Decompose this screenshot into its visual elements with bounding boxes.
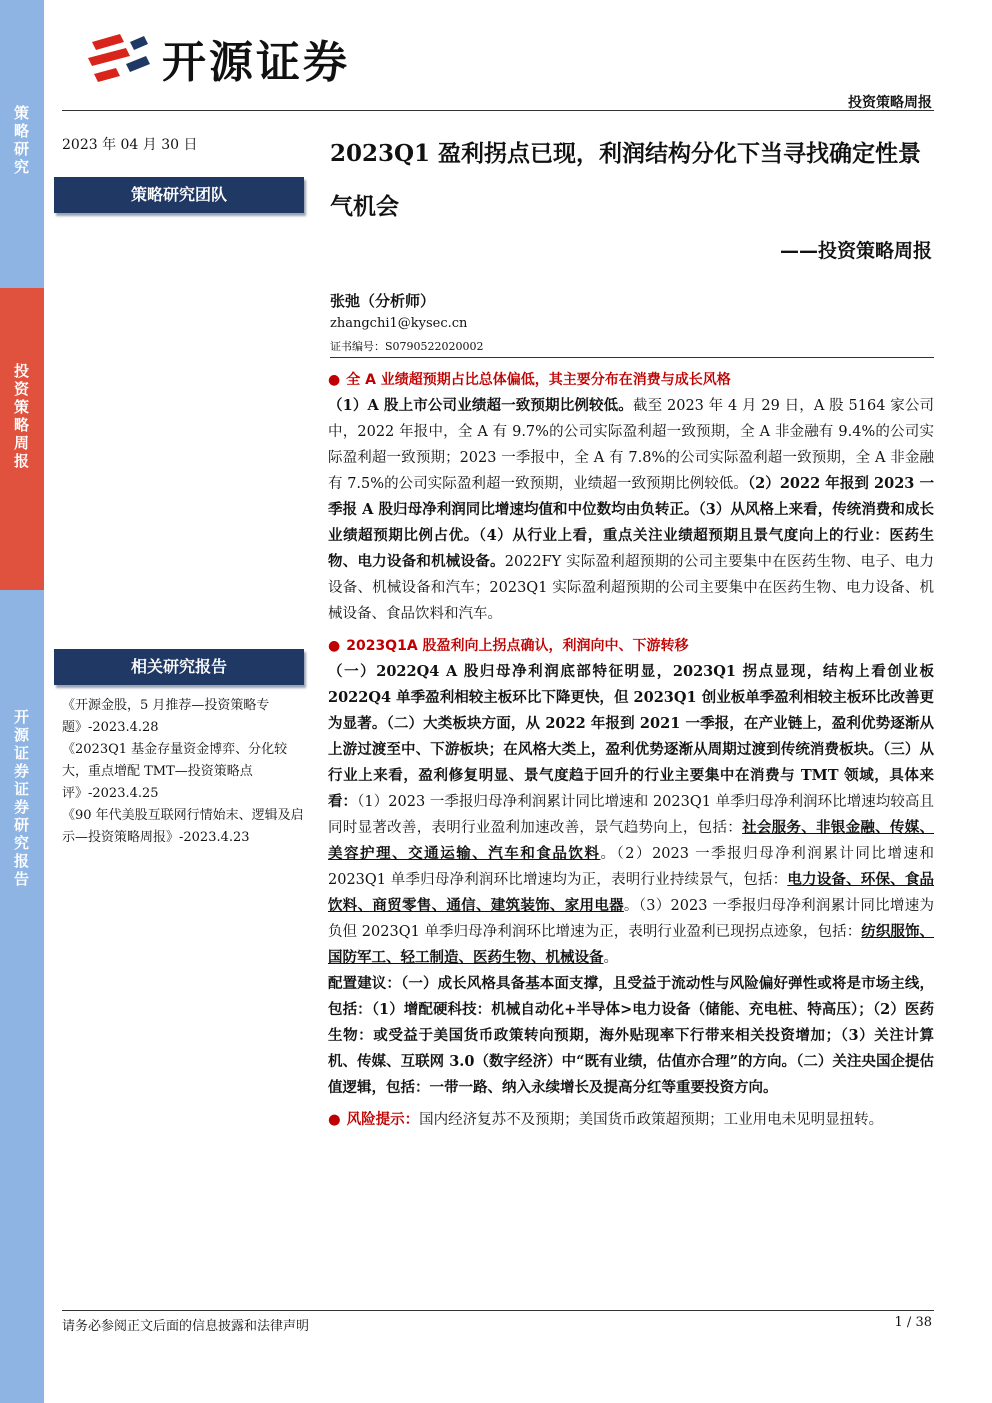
report-date: 2023 年 04 月 30 日 (62, 137, 198, 153)
footer-disclaimer: 请务必参阅正文后面的信息披露和法律声明 (62, 1319, 310, 1334)
page-number: 1 / 38 (894, 1315, 932, 1330)
allocation-advice: 配置建议：（一）成长风格具备基本面支撑，且受益于流动性与风险偏好弹性或将是市场主线，包括：（1）增配硬科技：机械自动化+半导体>电力设备（储能、充电桩、特高压）；（2）医药生物：或受益于美国货币政策转向预期，海外贴现率下行带来相关投资增加；（3）关注计算机、传媒、互联网 3.0（数字经济）中“既有业绩，估值亦合理”的方向。（二）关注央国企提估值逻辑，包括：一带一路、纳入永续增长及提高分红等重要投资方向。 (328, 975, 934, 1096)
section-paragraph: （一）2022Q4 A 股归母净利润底部特征明显，2023Q1 拐点显现，结构上看创业板 2022Q4 单季盈利相较主板环比下降更快，但 2023Q1 创业板单季盈利相较主板环比改善更为显著。（二）大类板块方面，从 2022 年报到 2021 一季报，在产业链上，盈利优势逐渐从上游过渡至中、下游板块；在风格大类上，盈利优势逐渐从周期过渡到传统消费板块。（三）从行业上来看，盈利修复明显、景气度趋于回升的行业主要集中在消费与 TMT 领域，具体来看：（1）2023 一季报归母净利润累计同比增速和 2023Q1 单季归母净利润环比增速均较高且同时显著改善，表明行业盈利加速改善，景气趋势向上，包括：社会服务、非银金融、传媒、美容护理、交通运输、汽车和食品饮料。（2）2023 一季报归母净利润累计同比增速和 2023Q1 单季归母净利润环比增速均为正，表明行业持续景气，包括：电力设备、环保、食品饮料、商贸零售、通信、建筑装饰、家用电器。（3）2023 一季报归母净利润累计同比增速为负但 2023Q1 单季归母净利润环比增速为正，表明行业盈利已现拐点迹象，包括：纺织服饰、国防军工、轻工制造、医药生物、机械设备。 (328, 663, 935, 966)
risk-warning: ● 风险提示：国内经济复苏不及预期；美国货币政策超预期；工业用电未见明显扭转。 (328, 1111, 884, 1128)
related-report-item[interactable]: 《开源金股，5 月推荐—投资策略专题》-2023.4.28 (62, 698, 270, 735)
side-banner (0, 0, 44, 1403)
report-body (328, 367, 934, 1133)
bullet-icon: ● (328, 638, 341, 654)
side-banner-weekly: 投资策略周报 (0, 288, 44, 590)
team-label: 策略研究团队 (54, 177, 304, 213)
author-divider (330, 357, 934, 358)
report-title: 2023Q1 盈利拐点已现，利润结构分化下当寻找确定性景气机会 (330, 140, 922, 220)
bullet-icon: ● (328, 372, 341, 388)
section-heading: ● 2023Q1A 股盈利向上拐点确认，利润向中、下游转移 (328, 638, 689, 654)
brand-name: 开源证券 (162, 37, 350, 88)
related-report-item[interactable]: 《90 年代美股互联网行情始末、逻辑及启示—投资策略周报》-2023.4.23 (62, 808, 304, 845)
report-type-label: 投资策略周报 (848, 95, 932, 111)
related-report-item[interactable]: 《2023Q1 基金存量资金博弈、分化较大，重点增配 TMT—投资策略点评》-2023.4.25 (62, 742, 288, 801)
section-paragraph: （1）A 股上市公司业绩超一致预期比例较低。截至 2023 年 4 月 29 日，A 股 5164 家公司中，2022 年报中，全 A 有 9.7%的公司实际盈利超一致预期，全 A 非金融有 9.4%的公司实际盈利超一致预期；2023 一季报中，全 A 有 7.8%的公司实际盈利超一致预期，全 A 非金融有 7.5%的公司实际盈利超一致预期，业绩超一致预期比例较低。（2）2022 年报到 2023 一季报 A 股归母净利润同比增速均值和中位数均由负转正。（3）从风格上来看，传统消费和成长业绩超预期比例占优。（4）从行业上看，重点关注业绩超预期且景气度向上的行业：医药生物、电力设备和机械设备。2022FY 实际盈利超预期的公司主要集中在医药生物、电子、电力设备、机械设备和汽车；2023Q1 实际盈利超预期的公司主要集中在医药生物、电力设备、机械设备、食品饮料和汽车。 (328, 397, 935, 622)
side-banner-strategy: 策略研究 (0, 0, 44, 288)
analyst-email[interactable]: zhangchi1@kysec.cn (330, 316, 468, 331)
logo-mark-icon (86, 30, 152, 86)
related-reports-list (62, 695, 308, 849)
section-heading: ● 全 A 业绩超预期占比总体偏低，其主要分布在消费与成长风格 (328, 372, 731, 388)
analyst-name: 张弛（分析师） (330, 292, 436, 310)
report-subtitle: ——投资策略周报 (779, 240, 932, 262)
bullet-icon: ● (328, 1112, 341, 1128)
related-reports-label: 相关研究报告 (54, 649, 304, 685)
analyst-cert: 证书编号：S0790522020002 (330, 340, 484, 353)
side-banner-brand: 开源证券 证券研究报告 (0, 590, 44, 1403)
footer-divider (62, 1310, 934, 1311)
header-divider (62, 110, 934, 111)
company-logo (86, 28, 350, 88)
